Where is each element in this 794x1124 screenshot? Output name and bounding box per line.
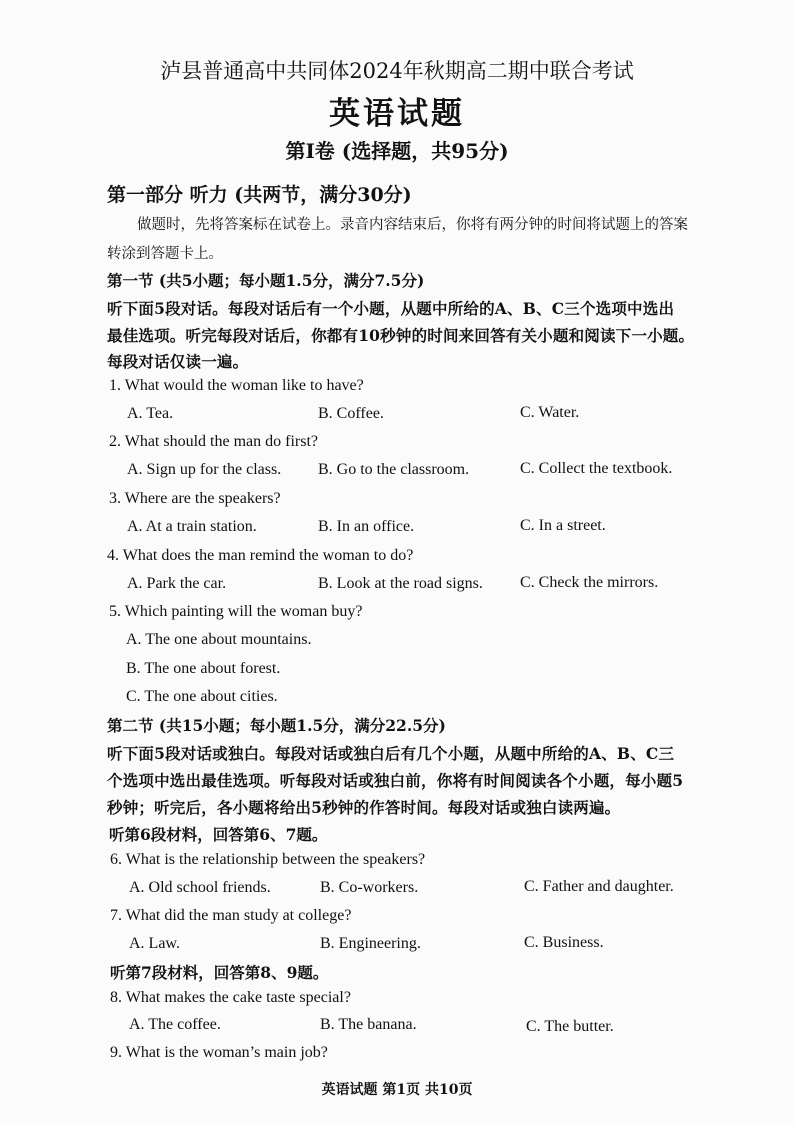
option-c: C. Business. [524,934,604,951]
question-stem: 4. What does the man remind the woman to do? [107,547,414,564]
option-c: C. Father and daughter. [524,878,674,895]
option-a: A. The coffee. [129,1016,221,1033]
question-stem: 6. What is the relationship between the speakers? [110,851,426,868]
option-a: A. Park the car. [127,575,227,592]
volume-title: 第Ⅰ卷 (选择题，共95分) [285,139,509,163]
section2-heading: 第二节 (共15小题；每小题1.5分，满分22.5分) [107,716,446,735]
option-b: B. Engineering. [320,935,421,952]
question-stem: 3. Where are the speakers? [109,490,281,507]
question-stem: 8. What makes the cake taste special? [110,989,351,1006]
part1-instruction-line: 转涂到答题卡上。 [107,246,223,262]
question-stem: 9. What is the woman’s main job? [110,1044,328,1061]
option-a: A. Tea. [127,405,174,422]
question-stem: 1. What would the woman like to have? [109,377,364,394]
option-c: C. Check the mirrors. [520,574,659,591]
option-c: C. In a street. [520,517,606,534]
section2-instruction-line: 个选项中选出最佳选项。听每段对话或独白前，你将有时间阅读各个小题，每小题5 [107,771,684,790]
question-stem: 5. Which painting will the woman buy? [109,603,363,620]
option-b: B. The banana. [320,1016,417,1033]
section2-instruction-line: 听下面5段对话或独白。每段对话或独白后有几个小题，从题中所给的A、B、C三 [107,744,675,763]
option-b: B. Look at the road signs. [318,575,483,592]
question-stem: 7. What did the man study at college? [110,907,352,924]
option-b: B. The one about forest. [126,660,281,677]
part1-heading: 第一部分 听力 (共两节，满分30分) [107,184,412,206]
option-a: A. Old school friends. [129,879,271,896]
exam-title: 泸县普通高中共同体2024年秋期高二期中联合考试 [160,59,634,83]
option-c: C. The one about cities. [126,688,278,705]
option-a: A. The one about mountains. [126,631,312,648]
option-a: A. Law. [129,935,180,952]
material-label: 听第7段材料，回答第8、9题。 [110,963,329,982]
option-b: B. In an office. [318,518,415,535]
subject-title: 英语试题 [329,96,465,132]
section1-heading: 第一节 (共5小题；每小题1.5分，满分7.5分) [107,271,425,290]
option-a: A. At a train station. [127,518,257,535]
part1-instruction-line: 做题时，先将答案标在试卷上。录音内容结束后，你将有两分钟的时间将试题上的答案 [137,217,688,233]
option-b: B. Go to the classroom. [318,461,470,478]
section2-instruction-line: 秒钟；听完后，各小题将给出5秒钟的作答时间。每段对话或独白读两遍。 [107,798,621,817]
section1-instruction-line: 最佳选项。听完每段对话后，你都有10秒钟的时间来回答有关小题和阅读下一小题。 [107,326,695,345]
option-a: A. Sign up for the class. [127,461,282,478]
option-c: C. Collect the textbook. [520,460,673,477]
section1-instruction-line: 听下面5段对话。每段对话后有一个小题，从题中所给的A、B、C三个选项中选出 [107,299,675,318]
option-b: B. Co-workers. [320,879,419,896]
question-stem: 2. What should the man do first? [109,433,318,450]
option-c: C. Water. [520,404,580,421]
option-c: C. The butter. [526,1018,614,1035]
option-b: B. Coffee. [318,405,384,422]
material-label: 听第6段材料，回答第6、7题。 [109,825,328,844]
page-footer: 英语试题 第1页 共10页 [321,1082,473,1098]
section1-instruction-line: 每段对话仅读一遍。 [107,352,249,371]
